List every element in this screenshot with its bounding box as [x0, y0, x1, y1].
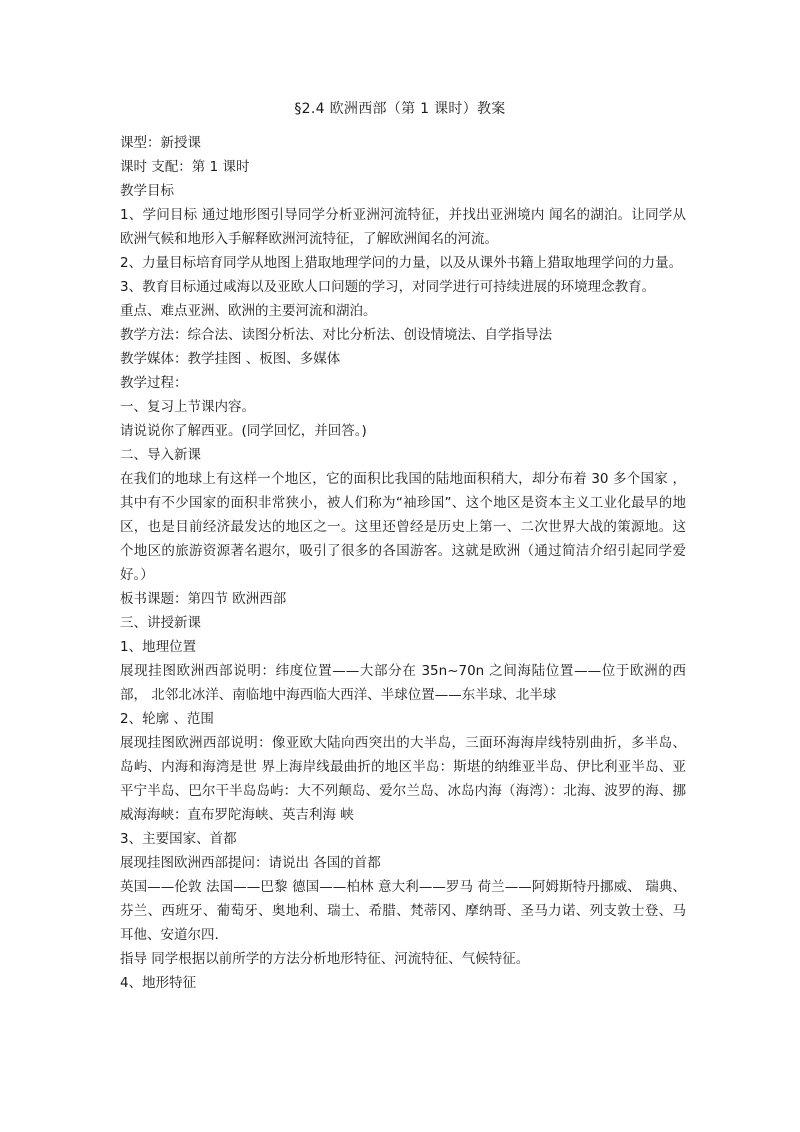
- board-title: 板书课题：第四节 欧洲西部: [120, 591, 287, 607]
- step-intro: 二、导入新课: [120, 447, 201, 463]
- teaching-media: 教学媒体：教学挂图 、板图、多媒体: [120, 351, 341, 367]
- lesson-hours: 课时 支配：第 1 课时: [120, 159, 250, 175]
- subheading-outline: 2、轮廓 、范围: [120, 711, 214, 727]
- subheading-terrain: 4、地形特征: [120, 975, 197, 991]
- section-heading-objectives: 教学目标: [120, 183, 174, 199]
- teaching-methods: 教学方法：综合法、读图分析法、对比分析法、创设情境法、自学指导法: [120, 327, 552, 343]
- objective-education: 3、教育目标通过咸海以及亚欧人口问题的学习，对同学进行可持续进展的环境理念教育。: [120, 279, 656, 295]
- section-heading-process: 教学过程：: [120, 375, 188, 391]
- step-review: 一、复习上节课内容。: [120, 399, 255, 415]
- lesson-type: 课型：新授课: [120, 135, 201, 151]
- key-points: 重点、难点亚洲、欧洲的主要河流和湖泊。: [120, 303, 377, 319]
- document-title: §2.4 欧洲西部（第 1 课时）教案: [294, 101, 506, 117]
- guidance: 指导 同学根据以前所学的方法分析地形特征、河流特征、气候特征。: [120, 951, 530, 967]
- review-prompt: 请说说你了解西亚。(同学回忆，并回答。): [120, 423, 367, 439]
- location-paragraph: 展现挂图欧洲西部说明：纬度位置——大部分在 35n~70n 之间海陆位置——位于欧洲的西部， 北邻北冰洋、南临地中海西临大西洋、半球位置——东半球、北半球: [120, 663, 686, 703]
- objective-ability: 2、力量目标培育同学从地图上猎取地理学问的力量，以及从课外书籍上猎取地理学问的力量。: [120, 255, 683, 271]
- countries-list: 英国——伦敦 法国——巴黎 德国——柏林 意大利——罗马 荷兰——阿姆斯特丹挪威、 瑞典、芬兰、西班牙、葡萄牙、奥地利、瑞士、希腊、梵蒂冈、摩纳哥、圣马力诺、列支敦士登、马耳他、安道尔四.: [120, 879, 686, 943]
- outline-paragraph: 展现挂图欧洲西部说明：像亚欧大陆向西突出的大半岛，三面环海海岸线特别曲折，多半岛、岛屿、内海和海湾是世 界上海岸线最曲折的地区半岛：斯堪的纳维亚半岛、伊比利亚半岛、亚平宁半岛、巴尔干半岛岛屿：大不列颠岛、爱尔兰岛、冰岛内海（海湾）：北海、波罗的海、挪威海海峡：直布罗陀海峡、英吉利海 峡: [120, 735, 686, 823]
- subheading-countries: 3、主要国家、首都: [120, 831, 237, 847]
- countries-prompt: 展现挂图欧洲西部提问：请说出 各国的首都: [120, 855, 381, 871]
- document-body: [120, 131, 686, 995]
- subheading-location: 1、地理位置: [120, 639, 197, 655]
- step-teaching: 三、讲授新课: [120, 615, 201, 631]
- objective-knowledge: 1、学问目标 通过地形图引导同学分析亚洲河流特征，并找出亚洲境内 闻名的湖泊。让同学从欧洲气候和地形入手解释欧洲河流特征，了解欧洲闻名的河流。: [120, 207, 686, 247]
- intro-paragraph: 在我们的地球上有这样一个地区，它的面积比我国的陆地面积稍大，却分布着 30 多个国家 ，其中有不少国家的面积非常狭小，被人们称为“袖珍国”、这个地区是资本主义工业化最早的地区，也是目前经济最发达的地区之一。这里还曾经是历史上第一、二次世界大战的策源地。这个地区的旅游资源著名遐尔，吸引了很多的各国游客。这就是欧洲（通过简洁介绍引起同学爱好。）: [120, 471, 686, 583]
